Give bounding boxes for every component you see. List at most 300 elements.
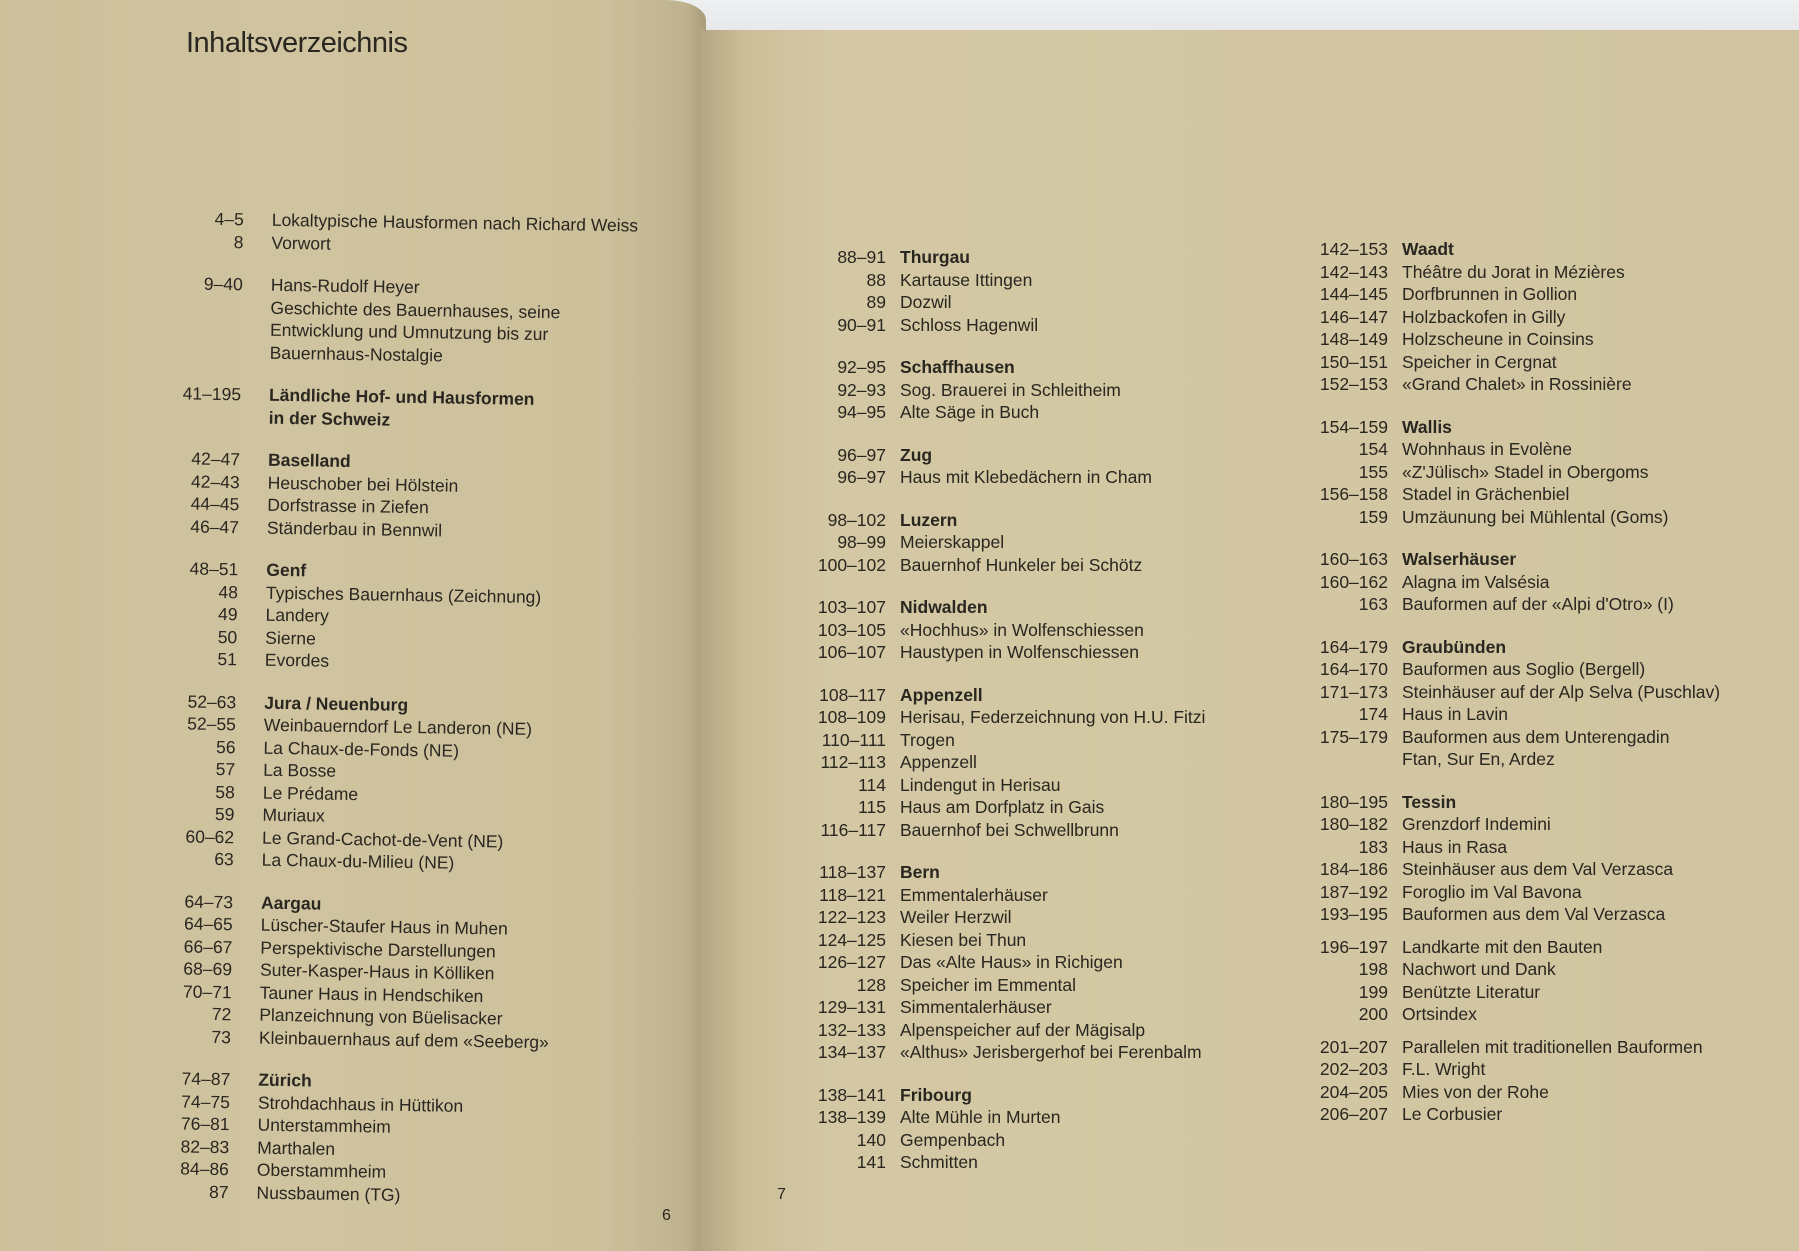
page-range: 44–45 [190, 493, 240, 515]
page-range: 87 [208, 1181, 229, 1202]
toc-section-heading [1290, 636, 1720, 659]
toc-entry [790, 401, 1205, 424]
toc-entry [1290, 1036, 1720, 1059]
toc-entry [1290, 306, 1720, 329]
toc-entry [790, 379, 1205, 402]
page-range: 73 [211, 1026, 232, 1047]
page-range: 116–117 [820, 819, 886, 840]
page-range: 200 [1358, 1004, 1388, 1024]
entry-title: Nussbaumen (TG) [256, 1182, 401, 1205]
entry-title: Trogen [900, 729, 955, 750]
page-range: 98–99 [837, 532, 886, 552]
page-range: 202–203 [1319, 1059, 1388, 1079]
page-range: 51 [217, 648, 238, 670]
toc-entry [1290, 1058, 1720, 1081]
toc-section-heading [790, 444, 1205, 467]
page-range: 142–143 [1319, 261, 1388, 282]
entry-title: Heuschober bei Hölstein [267, 472, 459, 496]
toc-entry [1290, 261, 1720, 284]
toc-entry [790, 1041, 1205, 1064]
section-spacer [1290, 616, 1720, 636]
page-range: 82–83 [180, 1135, 230, 1157]
entry-title: Zürich [258, 1069, 312, 1091]
page-range: 63 [214, 848, 234, 870]
page-range: 72 [211, 1003, 232, 1025]
toc-entry [790, 466, 1205, 489]
page-range: 180–195 [1319, 791, 1388, 812]
entry-title: «Z'Jülisch» Stadel in Obergoms [1402, 461, 1649, 482]
page-range: 206–207 [1319, 1104, 1388, 1124]
page-range: 171–173 [1319, 681, 1388, 702]
page-range: 110–111 [821, 729, 886, 750]
page-range: 108–117 [819, 684, 886, 705]
toc-section-heading [790, 509, 1205, 532]
toc-entry [1290, 958, 1720, 981]
toc-section-heading [1290, 238, 1720, 261]
entry-title: Luzern [900, 509, 958, 530]
toc-entry [1290, 936, 1720, 959]
entry-title: Typisches Bauernhaus (Zeichnung) [265, 582, 542, 607]
toc-entry [1290, 328, 1720, 351]
entry-title: Alagna im Valsésia [1402, 571, 1550, 592]
entry-title: Genf [266, 559, 307, 581]
entry-title: Meierskappel [900, 532, 1005, 552]
page-range: 196–197 [1319, 936, 1388, 957]
page-range: 146–147 [1319, 306, 1388, 327]
page-range: 48–51 [189, 558, 239, 580]
page-range: 174 [1358, 704, 1388, 724]
entry-title: Ortsindex [1402, 1004, 1477, 1024]
entry-title: Entwicklung und Umnutzung bis zur [269, 319, 549, 345]
entry-title: «Grand Chalet» in Rossinière [1402, 374, 1632, 394]
page-range: 68–69 [183, 958, 233, 980]
entry-title: Kleinbauernhaus auf dem «Seeberg» [258, 1027, 550, 1052]
toc-column-left [144, 207, 638, 1209]
entry-title: Haus in Rasa [1402, 836, 1508, 857]
entry-title: Schaffhausen [900, 357, 1015, 377]
page-range: 154–159 [1319, 416, 1388, 437]
entry-title: La Bosse [263, 759, 337, 781]
toc-entry [790, 1151, 1205, 1174]
entry-title: Ländliche Hof- und Hausformen [268, 384, 535, 409]
entry-title: Sog. Brauerei in Schleitheim [900, 379, 1121, 400]
entry-title: in der Schweiz [268, 407, 391, 430]
toc-entry [1290, 836, 1720, 859]
entry-title: Bauformen auf der «Alpi d'Otro» (I) [1402, 594, 1674, 614]
toc-section-heading [1290, 548, 1720, 571]
entry-title: Speicher im Emmental [900, 974, 1077, 995]
toc-entry [790, 554, 1205, 577]
entry-title: Bauernhaus-Nostalgie [269, 342, 444, 365]
entry-title: La Chaux-de-Fonds (NE) [263, 737, 460, 761]
page-range: 198 [1358, 959, 1388, 979]
page-range: 132–133 [817, 1019, 886, 1040]
toc-entry [1290, 726, 1720, 749]
toc-entry [1290, 461, 1720, 484]
entry-title: Lindengut in Herisau [900, 774, 1061, 795]
page-range: 184–186 [1319, 859, 1388, 879]
section-spacer [1290, 396, 1720, 416]
page-range: 41–195 [182, 383, 242, 405]
page-range: 112–113 [820, 752, 886, 772]
page-range: 88–91 [837, 247, 886, 267]
entry-title: Haustypen in Wolfenschiessen [900, 642, 1139, 662]
entry-title: Suter-Kasper-Haus in Kölliken [259, 959, 495, 984]
entry-title: Steinhäuser auf der Alp Selva (Puschlav) [1402, 681, 1721, 702]
entry-title: Bauformen aus dem Val Verzasca [1402, 904, 1666, 924]
page-range: 70–71 [182, 980, 232, 1002]
page-range: 9–40 [203, 273, 243, 295]
page-range: 152–153 [1319, 374, 1388, 394]
page-range: 156–158 [1319, 484, 1388, 504]
page-range: 103–107 [817, 597, 886, 617]
page-range: 84–86 [180, 1158, 230, 1180]
toc-column-middle [790, 246, 1205, 1174]
toc-entry [1290, 748, 1720, 771]
page-range: 129–131 [817, 997, 886, 1017]
entry-title: Sierne [265, 627, 317, 648]
entry-title: Ftan, Sur En, Ardez [1402, 749, 1555, 769]
section-spacer [790, 489, 1205, 509]
toc-entry [790, 996, 1205, 1019]
toc-entry [1290, 813, 1720, 836]
entry-title: Grenzdorf Indemini [1402, 814, 1551, 834]
page-range: 118–121 [819, 884, 886, 905]
toc-entry [1290, 1003, 1720, 1026]
toc-entry [790, 314, 1205, 337]
page-range: 58 [215, 781, 235, 802]
entry-title: Parallelen mit traditionellen Bauformen [1402, 1036, 1703, 1057]
page-range: 74–87 [181, 1068, 231, 1090]
entry-title: Haus am Dorfplatz in Gais [900, 797, 1105, 817]
toc-section-heading [790, 596, 1205, 619]
entry-title: Vorwort [271, 232, 331, 254]
entry-title: Nidwalden [900, 597, 988, 617]
toc-entry [790, 796, 1205, 819]
toc-entry [790, 819, 1205, 842]
page-range: 115 [858, 797, 886, 817]
entry-title: Alpenspeicher auf der Mägisalp [900, 1019, 1146, 1040]
toc-entry [1290, 373, 1720, 396]
entry-title: Landery [265, 604, 330, 626]
toc-entry [790, 1019, 1205, 1042]
toc-entry [1290, 858, 1720, 881]
page-range: 92–95 [837, 357, 886, 377]
entry-title: Holzscheune in Coinsins [1402, 329, 1594, 349]
page-range: 199 [1358, 981, 1388, 1002]
entry-title: Marthalen [257, 1137, 336, 1159]
entry-title: Dorfbrunnen in Gollion [1402, 284, 1578, 304]
entry-title: Holzbackofen in Gilly [1402, 306, 1566, 327]
section-spacer [790, 336, 1205, 356]
page-range: 140 [856, 1129, 886, 1150]
page-range: 48 [218, 581, 239, 602]
page-range: 138–141 [817, 1084, 886, 1105]
entry-title: Le Prédame [262, 782, 359, 804]
entry-title: Lokaltypische Hausformen nach Richard Weiss [271, 209, 639, 236]
page-range: 88 [866, 269, 886, 290]
toc-entry [1290, 438, 1720, 461]
page-range [158, 339, 242, 340]
entry-title: «Althus» Jerisbergerhof bei Ferenbalm [900, 1042, 1202, 1062]
page-range: 94–95 [837, 402, 886, 422]
entry-title: Fribourg [900, 1084, 972, 1105]
section-spacer [790, 576, 1205, 596]
entry-title: Emmentalerhäuser [900, 884, 1048, 905]
page-range: 4–5 [214, 208, 244, 230]
toc-entry [1290, 881, 1720, 904]
entry-title: Herisau, Federzeichnung von H.U. Fitzi [900, 707, 1206, 727]
entry-title: Speicher in Cergnat [1402, 351, 1557, 372]
entry-title: Umzäunung bei Mühlental (Goms) [1402, 506, 1669, 527]
toc-entry [790, 1129, 1205, 1152]
entry-title: Bauformen aus Soglio (Bergell) [1402, 659, 1646, 679]
entry-title: Le Grand-Cachot-de-Vent (NE) [261, 827, 504, 851]
entry-title: Bauernhof bei Schwellbrunn [900, 819, 1119, 840]
page-range: 108–109 [817, 707, 886, 727]
page-range: 142–153 [1319, 239, 1388, 259]
toc-entry [790, 974, 1205, 997]
entry-title: Jura / Neuenburg [264, 692, 409, 715]
toc-entry [790, 929, 1205, 952]
page-range: 193–195 [1319, 904, 1388, 924]
page-range: 122–123 [817, 907, 886, 927]
entry-title: Bauformen aus dem Unterengadin [1402, 726, 1670, 747]
entry-title: Evordes [264, 649, 330, 671]
page-range: 141 [856, 1152, 886, 1172]
entry-title: Weiler Herzwil [900, 907, 1012, 927]
page-range: 42–43 [190, 471, 240, 492]
page-range: 64–65 [183, 913, 233, 935]
toc-entry [790, 706, 1205, 729]
toc-entry [790, 1106, 1205, 1129]
toc-entry [790, 774, 1205, 797]
toc-section-heading [1290, 791, 1720, 814]
entry-title: Geschichte des Bauernhauses, seine [270, 297, 561, 322]
toc-entry [1290, 1081, 1720, 1104]
entry-title: Alte Mühle in Murten [900, 1107, 1061, 1127]
page-range: 150–151 [1319, 351, 1388, 372]
toc-entry [1290, 981, 1720, 1004]
page-range: 148–149 [1319, 329, 1388, 349]
toc-section-heading [790, 356, 1205, 379]
page-range [158, 317, 242, 318]
entry-title: Haus in Lavin [1402, 704, 1509, 724]
entry-title: Gempenbach [900, 1129, 1006, 1150]
page-range: 52–55 [187, 713, 237, 735]
toc-entry [790, 269, 1205, 292]
toc-entry [1290, 681, 1720, 704]
entry-title: Haus mit Klebedächern in Cham [900, 467, 1152, 487]
page-range: 154 [1358, 439, 1388, 459]
entry-title: Lüscher-Staufer Haus in Muhen [260, 914, 508, 939]
page-range: 90–91 [837, 314, 886, 335]
page-range: 114 [858, 774, 886, 795]
toc-entry [1290, 483, 1720, 506]
entry-title: Muriaux [262, 804, 325, 826]
page-range: 183 [1358, 836, 1388, 857]
entry-title: Kiesen bei Thun [900, 929, 1027, 950]
section-spacer [790, 841, 1205, 861]
page-range: 124–125 [817, 929, 886, 950]
toc-entry [1290, 703, 1720, 726]
page-range: 96–97 [837, 467, 886, 487]
entry-title: Das «Alte Haus» in Richigen [900, 952, 1123, 972]
page-range: 57 [215, 758, 236, 780]
entry-title: Kartause Ittingen [900, 269, 1033, 290]
page-range: 98–102 [827, 509, 886, 530]
entry-title: Benützte Literatur [1402, 981, 1541, 1002]
toc-entry [790, 906, 1205, 929]
section-spacer [1290, 528, 1720, 548]
page-range: 96–97 [837, 444, 886, 465]
toc-entry [790, 641, 1205, 664]
entry-title: Baselland [267, 449, 351, 472]
page-range: 74–75 [181, 1090, 231, 1112]
page-range: 180–182 [1319, 814, 1388, 834]
page-range: 64–73 [184, 890, 234, 912]
entry-title: Weinbauerndorf Le Landeron (NE) [263, 714, 533, 739]
page-range: 118–137 [819, 862, 886, 882]
section-spacer [1290, 771, 1720, 791]
page-range: 103–105 [817, 619, 886, 640]
toc-entry [790, 291, 1205, 314]
entry-title: Ständerbau in Bennwil [266, 517, 443, 540]
page-range: 46–47 [190, 516, 240, 537]
entry-title: Unterstammheim [257, 1114, 391, 1137]
page-range: 59 [214, 803, 235, 825]
toc-entry [790, 884, 1205, 907]
section-spacer [790, 424, 1205, 444]
page-range: 160–163 [1319, 549, 1388, 569]
entry-title: Appenzell [900, 752, 977, 772]
entry-title: F.L. Wright [1402, 1059, 1486, 1079]
toc-entry [1290, 351, 1720, 374]
entry-title: Schloss Hagenwil [900, 314, 1039, 335]
toc-section-heading [790, 684, 1205, 707]
entry-title: Zug [900, 444, 933, 465]
entry-title: Foroglio im Val Bavona [1402, 881, 1582, 902]
entry-title: Bern [900, 862, 940, 882]
page-number-right: 7 [777, 1186, 786, 1203]
page-range: 49 [217, 603, 238, 625]
page-range: 100–102 [817, 554, 886, 575]
page-range: 128 [856, 974, 886, 995]
entry-title: Bauernhof Hunkeler bei Schötz [900, 554, 1143, 575]
page-range: 175–179 [1319, 726, 1388, 747]
toc-entry [1290, 571, 1720, 594]
entry-title: Wohnhaus in Evolène [1402, 439, 1572, 459]
entry-title: Aargau [260, 892, 322, 914]
toc-entry [790, 531, 1205, 554]
entry-title: La Chaux-du-Milieu (NE) [261, 849, 455, 873]
entry-title: Hans-Rudolf Heyer [270, 274, 420, 298]
toc-section-heading [1290, 416, 1720, 439]
entry-title: Dorfstrasse in Ziefen [267, 494, 429, 518]
page-range: 164–179 [1319, 636, 1388, 657]
page-range: 92–93 [837, 379, 886, 400]
page-range: 201–207 [1319, 1036, 1388, 1057]
page-range: 134–137 [817, 1042, 886, 1062]
entry-title: Dozwil [900, 292, 952, 312]
entry-title: Steinhäuser aus dem Val Verzasca [1402, 859, 1674, 879]
entry-title: Strohdachhaus in Hüttikon [257, 1092, 464, 1116]
page-range: 89 [866, 292, 886, 312]
entry-title: Alte Säge in Buch [900, 402, 1040, 422]
section-spacer [790, 1064, 1205, 1084]
toc-entry [1290, 1103, 1720, 1126]
entry-title: Tauner Haus in Hendschiken [259, 982, 484, 1006]
section-spacer [1290, 926, 1720, 936]
page-range: 160–162 [1319, 571, 1388, 592]
entry-title: Graubünden [1402, 636, 1507, 657]
entry-title: Thurgau [900, 247, 970, 267]
entry-title: «Hochhus» in Wolfenschiessen [900, 619, 1144, 640]
toc-entry [790, 619, 1205, 642]
page-range: 8 [233, 231, 244, 252]
entry-title: Stadel in Grächenbiel [1402, 484, 1570, 504]
page-range: 42–47 [191, 448, 241, 470]
page-range: 66–67 [183, 935, 233, 957]
entry-title: Simmentalerhäuser [900, 997, 1052, 1017]
toc-entry [790, 729, 1205, 752]
page-range: 60–62 [185, 825, 235, 847]
page-range: 204–205 [1319, 1081, 1388, 1102]
toc-entry [1290, 658, 1720, 681]
entry-title: Théâtre du Jorat in Mézières [1402, 261, 1625, 282]
entry-title: Mies von der Rohe [1402, 1081, 1549, 1102]
entry-title: Wallis [1402, 416, 1452, 437]
toc-entry [1290, 593, 1720, 616]
toc-entry [790, 751, 1205, 774]
entry-title: Planzeichnung von Büelisacker [259, 1004, 503, 1029]
page-range: 155 [1358, 461, 1388, 482]
entry-title: Appenzell [900, 684, 983, 705]
entry-title: Landkarte mit den Bauten [1402, 936, 1603, 957]
toc-section-heading [790, 246, 1205, 269]
page-range: 76–81 [180, 1113, 230, 1135]
section-spacer [790, 664, 1205, 684]
entry-title: Le Corbusier [1402, 1104, 1503, 1124]
page-range: 56 [215, 736, 236, 757]
page-range: 126–127 [817, 952, 886, 972]
entry-title: Nachwort und Dank [1402, 959, 1556, 979]
page-number-left: 6 [662, 1207, 671, 1224]
section-spacer [1290, 1026, 1720, 1036]
entry-title: Schmitten [900, 1152, 978, 1172]
page-title: Inhaltsverzeichnis [186, 27, 408, 60]
entry-title: Walserhäuser [1402, 549, 1517, 569]
toc-entry [1290, 283, 1720, 306]
entry-title: Perspektivische Darstellungen [260, 937, 496, 961]
toc-column-right [1290, 238, 1720, 1126]
page-range: 138–139 [817, 1107, 886, 1127]
page-range: 159 [1358, 506, 1388, 527]
entry-title: Waadt [1402, 239, 1454, 259]
page-range: 144–145 [1319, 284, 1388, 304]
toc-section-heading [790, 1084, 1205, 1107]
entry-title: Oberstammheim [256, 1159, 387, 1182]
page-range: 164–170 [1319, 659, 1388, 679]
toc-entry [1290, 506, 1720, 529]
toc-section-heading [790, 861, 1205, 884]
entry-title: Tessin [1402, 791, 1457, 812]
page-range: 50 [217, 626, 238, 647]
toc-entry [790, 951, 1205, 974]
page-range: 52–63 [187, 690, 237, 712]
page-range: 106–107 [817, 642, 886, 662]
toc-entry [1290, 903, 1720, 926]
